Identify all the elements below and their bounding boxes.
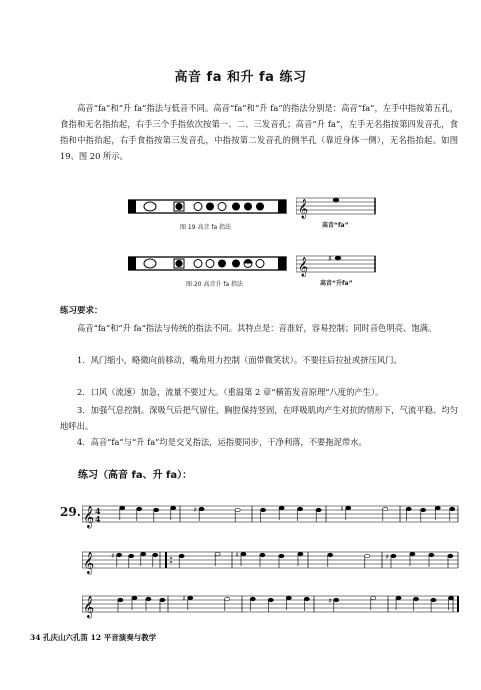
intro-text: 高音“fa”和“升 fa”指法与低音不同。高音“fa”和“升 fa”的指法分别是：高音“fa”，左手中指按第五孔，食指和无名指抬起，右手三个手指依次按第一、二、三发音孔；高音“升 fa”，左手无名指按第四发音孔，食指和中指抬起，右手食指按第三发音孔，中指按第二发音孔的侧半孔（靠近身体一侧），无名指抬起。如图 19、图 20 所示。 <box>60 103 458 161</box>
svg-text:♯: ♯ <box>385 553 389 561</box>
svg-text:♯: ♯ <box>340 505 344 513</box>
treble-clef-icon: 𝄞 <box>298 199 309 219</box>
fig20-caption: 图 20 高音升 fa 指法 <box>186 281 244 288</box>
svg-text:♯: ♯ <box>193 506 197 514</box>
svg-text:4: 4 <box>95 514 101 524</box>
page-footer: 34 孔庆山六孔笛 12 平音演奏与教学 <box>30 633 157 642</box>
requirement-item: 1．风门缩小，略微向前移动，嘴角用力控制（面带微笑状）。不要往后拉扯或挤压风门。 <box>77 355 402 365</box>
treble-clef-icon: 𝄞 <box>83 596 95 618</box>
requirement-item: 2．口风（流速）加急，流量不要过大。（重温第 2 章“横笛发音原理”八度的产生）。 <box>77 387 384 397</box>
sheet-music-score <box>82 492 462 626</box>
svg-text:♯: ♯ <box>111 552 115 560</box>
svg-text:4: 4 <box>95 506 101 516</box>
treble-clef-icon: 𝄞 <box>298 257 309 277</box>
fig19-caption: 图 19 高音 fa 指法 <box>180 224 232 231</box>
treble-clef-icon: 𝄞 <box>83 552 95 574</box>
treble-clef-icon: 𝄞 <box>83 506 95 528</box>
requirement-item: 4．高音“fa”与“升 fa”均是交叉指法，运指要同步，干净利落，不要拖泥带水。 <box>77 437 367 447</box>
fig20-flute-diagram <box>128 254 288 274</box>
exercise-number: 29. <box>60 505 81 519</box>
requirements-intro: 高音“fa”和“升 fa”指法与传统的指法不同。其特点是：音准好，容易控制；同时音色明亮、饱满。 <box>77 323 437 333</box>
requirement-item: 3．加强气息控制。深吸气后把气留住，胸腔保持竖固，在呼吸肌肉产生对抗的情形下，气流平稳、均匀地呼出。 <box>60 405 458 431</box>
svg-text:♯: ♯ <box>235 551 239 559</box>
sharp-icon: ♯ <box>328 254 332 263</box>
intro-paragraph <box>60 100 458 164</box>
svg-text:♯: ♯ <box>328 597 332 605</box>
svg-text:♯: ♯ <box>182 595 186 603</box>
page-title: 高音 fa 和升 fa 练习 <box>174 70 307 85</box>
exercise-heading: 练习（高音 fa、升 fa）： <box>78 470 193 481</box>
fig20-note-label: 高音“升fa” <box>320 280 353 287</box>
requirements-heading: 练习要求： <box>60 306 103 316</box>
fig19-flute-diagram <box>128 197 288 217</box>
fig19-note-label: 高音“fa” <box>322 222 349 229</box>
